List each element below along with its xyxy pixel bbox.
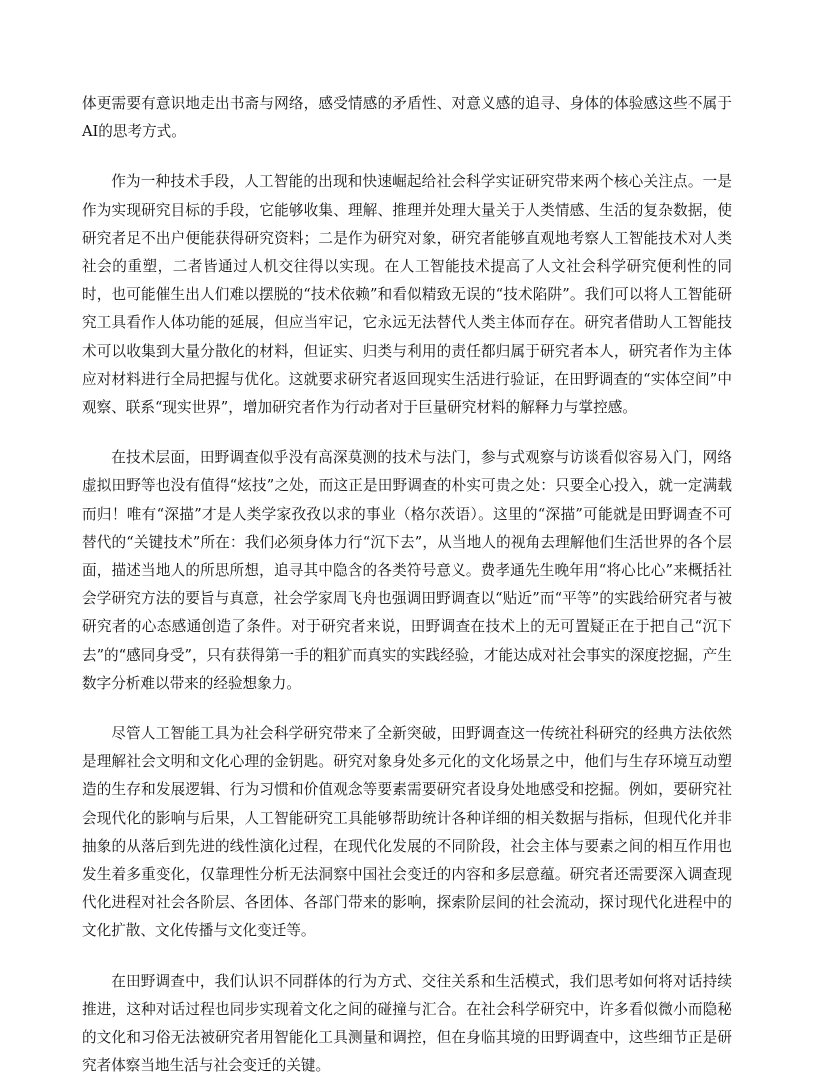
paragraph-continued: 体更需要有意识地走出书斋与网络，感受情感的矛盾性、对意义感的追寻、身体的体验感这些不属于AI的思考方式。 — [82, 95, 732, 141]
paragraph-technical-level: 在技术层面，田野调查似乎没有高深莫测的技术与法门，参与式观察与访谈看似容易入门，网络虚拟田野等也没有值得“炫技”之处，而这正是田野调查的朴实可贵之处：只要全心投入，就一定满载而归！唯有“深描”才是人类学家孜孜以求的事业（格尔茨语）。这里的“深描”可能就是田野调查不可替代的“关键技术”所在：我们必须身体力行“沉下去”，从当地人的视角去理解他们生活世界的各个层面，描述当地人的所思所想，追寻其中隐含的各类符号意义。费孝通先生晚年用“将心比心”来概括社会学研究方法的要旨与真意，社会学家周飞舟也强调田野调查以“贴近”而“平等”的实践给研究者与被研究者的心态感通创造了条件。对于研究者来说，田野调查在技术上的无可置疑正在于把自己“沉下去”的“感同身受”，只有获得第一手的粗犷而真实的实践经验，才能达成对社会事实的深度挖掘，产生数字分析难以带来的经验想象力。 — [82, 449, 732, 692]
paragraph-fieldwork-method: 尽管人工智能工具为社会科学研究带来了全新突破，田野调查这一传统社科研究的经典方法依然是理解社会文明和文化心理的金钥匙。研究对象身处多元化的文化场景之中，他们与生存环境互动塑造的生存和发展逻辑、行为习惯和价值观念等要素需要研究者设身处地感受和挖掘。例如，要研究社会现代化的影响与后果，人工智能研究工具能够帮助统计各种详细的相关数据与指标，但现代化并非抽象的从落后到先进的线性演化过程，在现代化发展的不同阶段，社会主体与要素之间的相互作用也发生着多重变化，仅靠理性分析无法洞察中国社会变迁的内容和多层意蕴。研究者还需要深入调查现代化进程对社会各阶层、各团体、各部门带来的影响，探索阶层间的社会流动，探讨现代化进程中的文化扩散、文化传播与文化变迁等。 — [82, 725, 732, 940]
paragraph-cultural-dialogue: 在田野调查中，我们认识不同群体的行为方式、交往关系和生活模式，我们思考如何将对话持续推进，这种对话过程也同步实现着文化之间的碰撞与汇合。在社会科学研究中，许多看似微小而隐秘的文化和习俗无法被研究者用智能化工具测量和调控，但在身临其境的田野调查中，这些细节正是研究者体察当地生活与社会变迁的关键。 — [82, 972, 732, 1075]
paragraph-ai-technology: 作为一种技术手段，人工智能的出现和快速崛起给社会科学实证研究带来两个核心关注点。一是作为实现研究目标的手段，它能够收集、理解、推理并处理大量关于人类情感、生活的复杂数据，使研究者足不出户便能获得研究资料；二是作为研究对象，研究者能够直观地考察人工智能技术对人类社会的重塑，二者皆通过人机交往得以实现。在人工智能技术提高了人文社会科学研究便利性的同时，也可能催生出人们难以摆脱的“技术依赖”和看似精致无误的“技术陷阱”。我们可以将人工智能研究工具看作人体功能的延展，但应当牢记，它永远无法替代人类主体而存在。研究者借助人工智能技术可以收集到大量分散化的材料，但证实、归类与利用的责任都归属于研究者本人，研究者作为主体应对材料进行全局把握与优化。这就要求研究者返回现实生活进行验证，在田野调查的“实体空间”中观察、联系“现实世界”，增加研究者作为行动者对于巨量研究材料的解释力与掌控感。 — [82, 173, 732, 417]
